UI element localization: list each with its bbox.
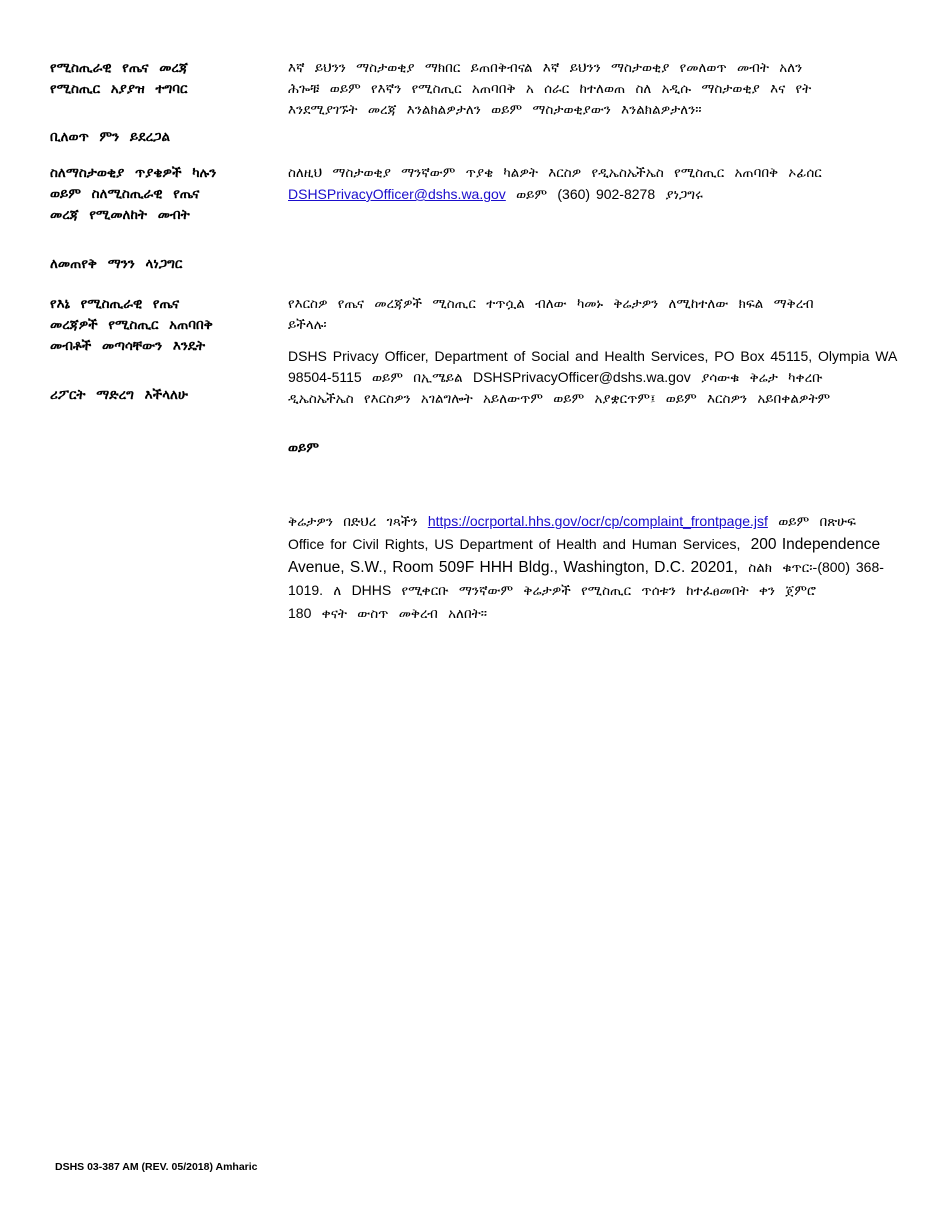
- text-line: ይችላሉ፡: [288, 317, 327, 333]
- heading-line: ወይም ስለሚስጢራዊ የጤና: [50, 186, 200, 202]
- privacy-officer-email: DSHSPrivacyOfficer@dshs.wa.gov: [472, 369, 691, 385]
- text-line: ዲኤስኤችኤስ የእርስዎን አገልግሎት አይለውጥም ወይም አያቋርጥም፤ ወይም እርስዎን አይበቀልዎትም: [288, 391, 831, 407]
- privacy-officer-email-link[interactable]: DSHSPrivacyOfficer@dshs.wa.gov: [288, 186, 506, 202]
- heading-line: የሚስጢር አያያዝ ተግባር: [50, 81, 188, 97]
- notify-text: ያሳውቁ ቅሬታ ካቀረቡ: [701, 370, 823, 386]
- ocr-portal-link[interactable]: https://ocrportal.hhs.gov/ocr/cp/complaint_frontpage.jsf: [427, 513, 768, 529]
- text-line: [288, 579, 900, 602]
- text-line: [288, 510, 900, 533]
- text-line: ስለዚህ ማስታወቂያ ማንኛውም ጥያቄ ካልዎት እርስዎ የዲኤስኤችኤስ የሚስጢር አጠባበቅ ኦፊሰር: [288, 165, 822, 181]
- paragraph-notice-obligation: [288, 58, 900, 121]
- heading-line: መረጃዎች የሚስጢር አጠባበቅ: [50, 317, 213, 333]
- paragraph-questions-contact: [288, 163, 900, 206]
- text-line: [288, 556, 900, 579]
- dhhs-text: DHHS: [351, 582, 392, 598]
- heading-line: ሪፖርት ማድረግ እችላለሁ: [50, 387, 188, 403]
- or-label: ወይም: [288, 440, 319, 456]
- text-line: [288, 184, 900, 206]
- email-prefix-text: ወይም በኢሜይል: [372, 370, 463, 386]
- text-line: የእርስዎ የጤና መረጃዎች ሚስጢር ተጥሷል ብለው ካመኑ ቅሬታዎን ለሚከተለው ክፍል ማቅረብ: [288, 296, 814, 312]
- form-footer: DSHS 03-387 AM (REV. 05/2018) Amharic: [55, 1161, 258, 1173]
- heading-line: መረጃ የሚመለከት መብት: [50, 207, 190, 223]
- address-line: DSHS Privacy Officer, Department of Social and Health Services, PO Box 45115, Olympia WA: [288, 348, 898, 364]
- zip-code: 98504-5115: [288, 369, 362, 385]
- website-prefix-text: ቅሬታዎን በድህረ ገጻችን: [288, 514, 418, 530]
- heading-line: የሚስጢራዊ የጤና መረጃ: [50, 60, 188, 76]
- heading-privacy-practices: [50, 58, 265, 100]
- phone-label: ስልክ ቁጥር፡-: [748, 560, 818, 576]
- text-line: [288, 533, 900, 556]
- deadline-text: የሚቀርቡ ማንኛውም ቅሬታዎች የሚስጢር ጥሰቱን ከተፈፀመበት ቀን ጀምሮ: [401, 583, 816, 599]
- text-line: እንደሚያገኙት መረጃ እንልክልዎታለን ወይም ማስታወቂያውን እንልክልዎታለን።: [288, 102, 702, 118]
- text-line: [288, 602, 900, 625]
- ocr-phone-start: (800) 368-: [817, 559, 884, 575]
- ocr-street: 200 Independence: [750, 536, 881, 553]
- heading-line: የእኔ የሚስጢራዊ የጤና: [50, 296, 180, 312]
- deadline-end-text: ቀናት ውስጥ መቅረብ አለበት።: [321, 606, 488, 622]
- text-line: [288, 367, 900, 389]
- ocr-phone-end: 1019.: [288, 582, 324, 598]
- phone-number: (360) 902-8278: [557, 186, 656, 202]
- heading-questions: [50, 163, 265, 226]
- ocr-address: Avenue, S.W., Room 509F HHH Bldg., Washington, D.C. 20201,: [288, 559, 738, 576]
- paragraph-ocr-complaint: [288, 510, 900, 625]
- heading-line: ስለማስታወቂያ ጥያቄዎች ካሉን: [50, 165, 217, 181]
- or-text: ወይም: [516, 187, 548, 203]
- text-line: እኛ ይህንን ማስታወቂያ ማክበር ይጠበቅብናል እኛ ይህንን ማስታወቂያ የመለወጥ መብት አለን: [288, 60, 803, 76]
- days-number: 180: [288, 605, 312, 621]
- heading-violation: [50, 294, 265, 357]
- paragraph-privacy-officer-address: [288, 346, 900, 410]
- heading-line: ለመጠየቅ ማንን ላነጋግር: [50, 256, 183, 272]
- heading-changes: [50, 127, 265, 148]
- to-text: ለ: [333, 583, 342, 599]
- paragraph-complaint-intro: [288, 294, 900, 336]
- written-text: ወይም በጽሁፍ: [778, 514, 856, 530]
- text-line: ሕጐቹ ወይም የእኛን የሚስጢር አጠባበቅ አ ሰራር ከተለወጠ ስለ አዲሱ ማስታወቂያ እና የት: [288, 81, 812, 97]
- heading-line: መብቶች መጣሳቸውን እንዴት: [50, 338, 206, 354]
- ocr-office-name: Office for Civil Rights, US Department of Health and Human Services,: [288, 536, 741, 552]
- contact-text: ያነጋግሩ: [665, 187, 703, 203]
- heading-contact: [50, 254, 265, 275]
- heading-line: ቢለወጥ ምን ይደረጋል: [50, 129, 171, 145]
- heading-report: [50, 385, 265, 406]
